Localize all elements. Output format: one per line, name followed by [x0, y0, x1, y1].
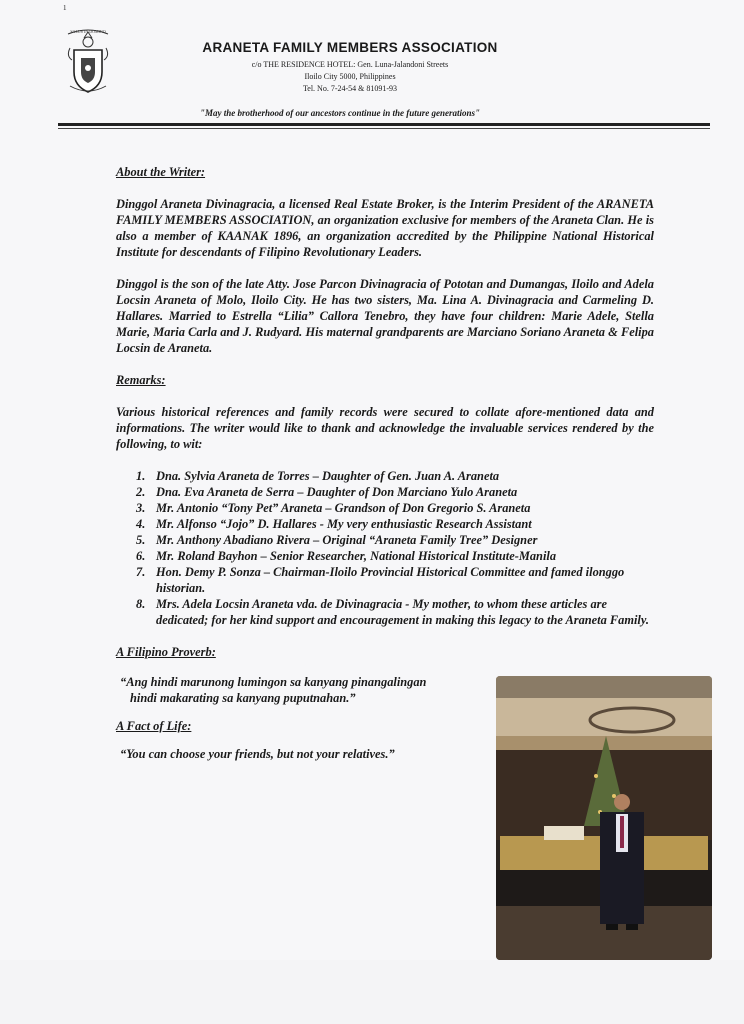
phone-line: Tel. No. 7-24-54 & 81091-93	[302, 84, 398, 93]
list-number: 7.	[136, 565, 146, 579]
fact-heading: A Fact of Life:	[116, 719, 192, 733]
acknowledgements-list	[116, 468, 654, 628]
list-number: 3.	[136, 501, 146, 515]
list-item	[116, 596, 654, 628]
list-text: Mr. Roland Bayhon – Senior Researcher, National Historical Institute-Manila	[156, 549, 557, 563]
about-paragraph-1: Dinggol Araneta Divinagracia, a licensed Real Estate Broker, is the Interim President of the ARANETA FAMILY MEMBERS ASSOCIATION, an organization exclusive for members of the Araneta Clan. He is also a member of KAANAK 1896, an organization accredited by the Philippine National Historical Institute for descendants of Filipino Revolutionary Leaders.	[116, 197, 654, 259]
list-text: Mr. Antonio “Tony Pet” Araneta – Grandson of Don Gregorio S. Araneta	[156, 501, 531, 515]
proverb-heading: A Filipino Proverb:	[116, 645, 216, 659]
page-number: 1	[63, 4, 67, 12]
list-item	[116, 516, 654, 532]
list-item	[116, 532, 654, 548]
list-item	[116, 500, 654, 516]
list-text: Dna. Sylvia Araneta de Torres – Daughter of Gen. Juan A. Araneta	[156, 469, 500, 483]
header-rule-thin	[58, 128, 710, 129]
about-heading: About the Writer:	[116, 165, 206, 179]
svg-text:SALUS IN DOMINO: SALUS IN DOMINO	[70, 29, 106, 34]
address-line-2: Iloilo City 5000, Philippines	[304, 72, 396, 81]
remarks-heading: Remarks:	[116, 373, 166, 387]
list-text: Mr. Alfonso “Jojo” D. Hallares - My very enthusiastic Research Assistant	[156, 517, 532, 531]
association-title: ARANETA FAMILY MEMBERS ASSOCIATION	[202, 40, 498, 55]
proverb-line-2: hindi makarating sa kanyang puputnahan.”	[130, 691, 356, 705]
list-text: Mrs. Adela Locsin Araneta vda. de Divinagracia - My mother, to whom these articles are dedicated; for her kind support and encouragement in making this legacy to the Araneta Family.	[156, 597, 650, 627]
list-item	[116, 484, 654, 500]
list-number: 5.	[136, 533, 146, 547]
address-line-1: c/o THE RESIDENCE HOTEL: Gen. Luna-Jalandoni Streets	[251, 60, 449, 69]
family-crest-logo	[62, 26, 114, 96]
proverb-line-1: “Ang hindi marunong lumingon sa kanyang pinangalingan	[120, 675, 427, 689]
list-text: Dna. Eva Araneta de Serra – Daughter of Don Marciano Yulo Araneta	[156, 485, 518, 499]
list-number: 2.	[136, 485, 146, 499]
list-number: 6.	[136, 549, 146, 563]
list-text: Hon. Demy P. Sonza – Chairman-Iloilo Provincial Historical Committee and famed ilonggo historian.	[156, 565, 625, 595]
motto: "May the brotherhood of our ancestors continue in the future generations"	[199, 108, 481, 118]
list-text: Mr. Anthony Abadiano Rivera – Original “Araneta Family Tree” Designer	[156, 533, 538, 547]
writer-photo	[496, 676, 712, 960]
list-number: 4.	[136, 517, 146, 531]
list-number: 8.	[136, 597, 146, 611]
about-paragraph-2: Dinggol is the son of the late Atty. Jose Parcon Divinagracia of Pototan and Dumangas, Iloilo and Adela Locsin Araneta of Molo, Iloilo City. He has two sisters, Ma. Lina A. Divinagracia and Carmeling D. Hallares. Married to Estrella “Lilia” Callora Tenebro, they have four children: Marie Adele, Stella Marie, Maria Carla and J. Rudyard. His maternal grandparents are Marciano Soriano Araneta & Felipa Locsin de Araneta.	[116, 277, 654, 355]
letter-body	[116, 164, 654, 762]
list-item	[116, 548, 654, 564]
header-rule	[58, 123, 710, 126]
remarks-intro: Various historical references and family records were secured to collate afore-mentioned data and informations. The writer would like to thank and acknowledge the invaluable services rendered by the following, to wit:	[116, 405, 654, 451]
list-item	[116, 564, 654, 596]
list-item	[116, 468, 654, 484]
list-number: 1.	[136, 469, 146, 483]
fact-quote: “You can choose your friends, but not your relatives.”	[120, 747, 395, 761]
